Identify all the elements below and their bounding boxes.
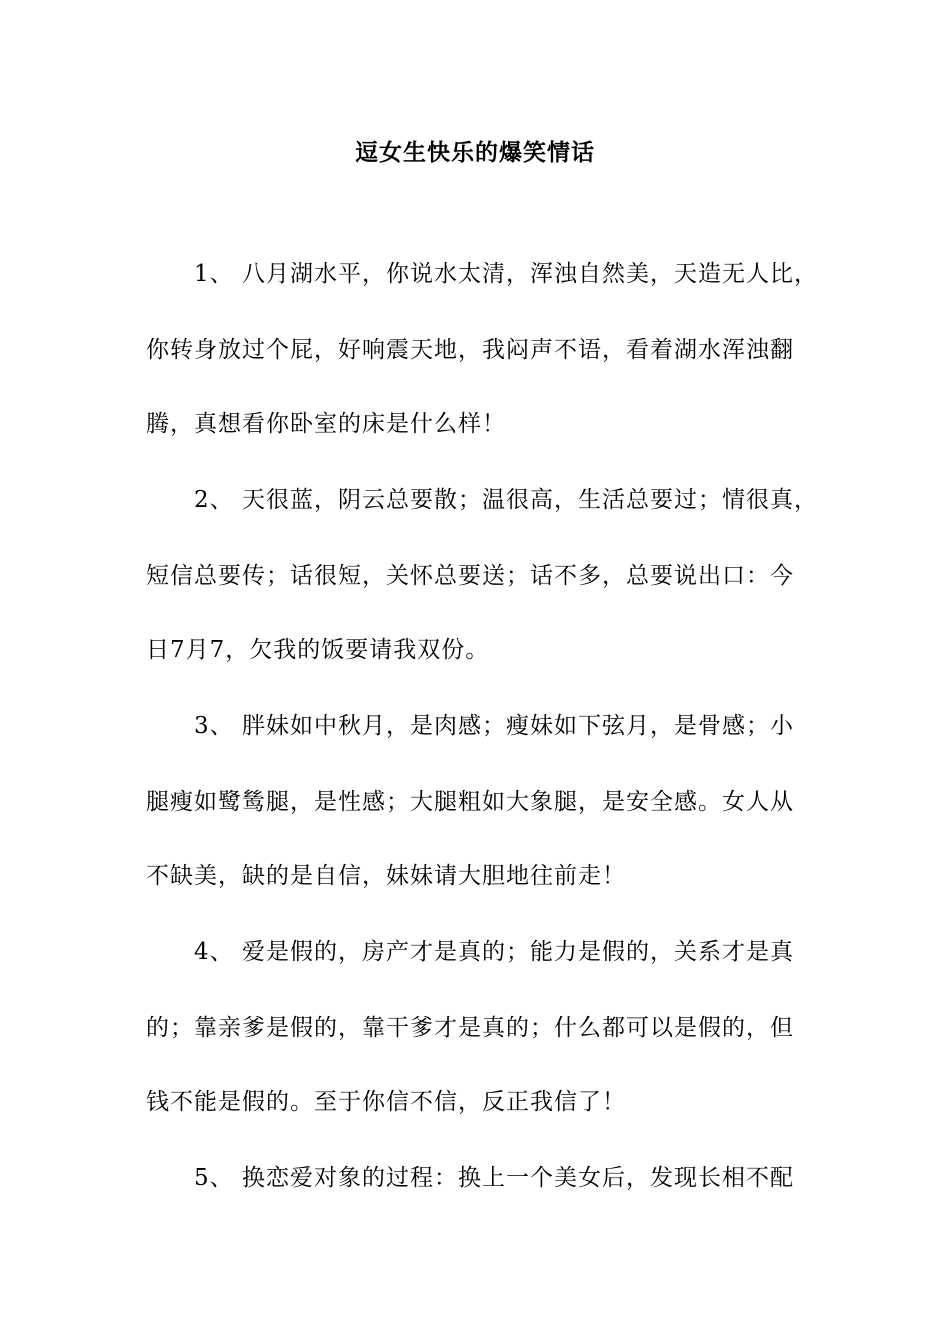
text-line: 钱不能是假的。至于你信不信，反正我信了！ (146, 1089, 626, 1115)
text-line: 2、 天很蓝，阴云总要散；温很高，生活总要过；情很真， (146, 487, 818, 513)
text-line: 腾，真想看你卧室的床是什么样！ (146, 411, 506, 437)
text-line: 日7月7，欠我的饭要请我双份。 (146, 637, 490, 663)
text-line: 短信总要传；话很短，关怀总要送；话不多，总要说出口：今 (146, 563, 794, 589)
text-line: 5、 换恋爱对象的过程：换上一个美女后，发现长相不配 (146, 1165, 794, 1191)
text-line: 你转身放过个屁，好响震天地，我闷声不语，看着湖水浑浊翻 (146, 337, 794, 363)
text-line: 不缺美，缺的是自信，妹妹请大胆地往前走！ (146, 863, 626, 889)
text-line: 1、 八月湖水平，你说水太清，浑浊自然美，天造无人比， (146, 261, 818, 287)
document-title: 逗女生快乐的爆笑情话 (355, 139, 595, 166)
text-line: 腿瘦如鹭鸶腿，是性感；大腿粗如大象腿，是安全感。女人从 (146, 789, 794, 815)
text-line: 的；靠亲爹是假的，靠干爹才是真的；什么都可以是假的，但 (146, 1015, 794, 1041)
text-line: 4、 爱是假的，房产才是真的；能力是假的，关系才是真 (146, 939, 794, 965)
text-line: 3、 胖妹如中秋月，是肉感；瘦妹如下弦月，是骨感；小 (146, 713, 794, 739)
